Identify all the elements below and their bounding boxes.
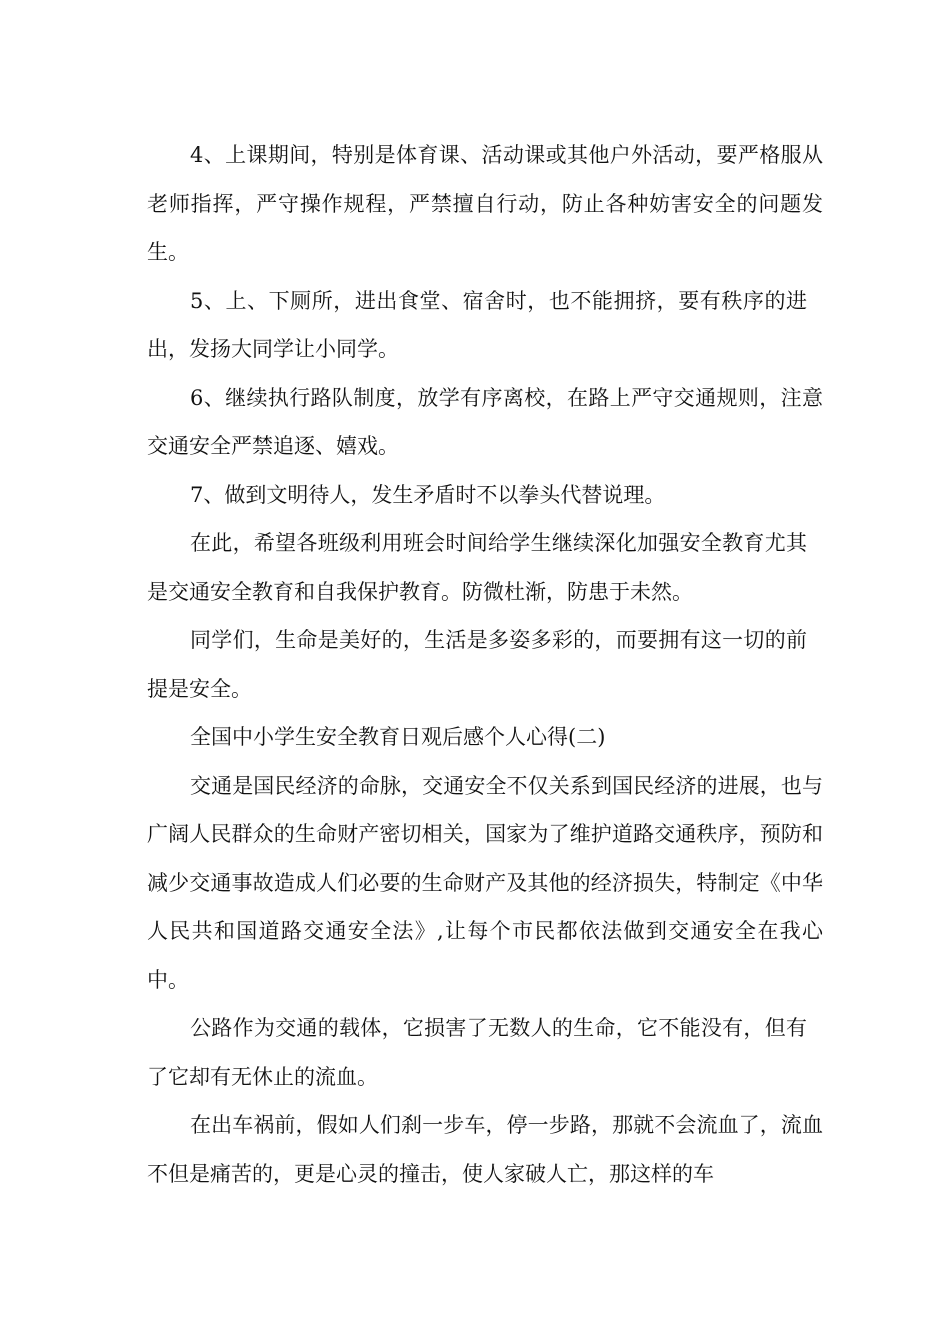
paragraph-life: 同学们，生命是美好的，生活是多姿多彩的，而要拥有这一切的前提是安全。 (147, 628, 807, 701)
paragraph-item-6: 6、继续执行路队制度，放学有序离校，在路上严守交通规则，注意交通安全严禁追逐、嬉戏。 (147, 385, 823, 458)
section-heading: 全国中小学生安全教育日观后感个人心得(二) (190, 725, 606, 749)
paragraph-item-5: 5、上、下厕所，进出食堂、宿舍时，也不能拥挤，要有秩序的进出，发扬大同学让小同学。 (147, 288, 807, 361)
paragraph-traffic-law: 交通是国民经济的命脉，交通安全不仅关系到国民经济的进展，也与广阔人民群众的生命财产密切相关，国家为了维护道路交通秩序，预防和减少交通事故造成人们必要的生命财产及其他的经济损失，特制定《中华人民共和国道路交通安全法》,让每个市民都依法做到交通安全在我心中。 (147, 773, 823, 992)
document-body (147, 131, 823, 1198)
paragraph-item-4: 4、上课期间，特别是体育课、活动课或其他户外活动，要严格服从老师指挥，严守操作规程，严禁擅自行动，防止各种妨害安全的问题发生。 (147, 143, 823, 264)
paragraph-accident: 在出车祸前，假如人们刹一步车，停一步路，那就不会流血了，流血不但是痛苦的，更是心灵的撞击，使人家破人亡，那这样的车 (147, 1113, 823, 1186)
paragraph-item-7: 7、做到文明待人，发生矛盾时不以拳头代替说理。 (190, 482, 666, 507)
paragraph-highway: 公路作为交通的载体，它损害了无数人的生命，它不能没有，但有了它却有无休止的流血。 (147, 1016, 807, 1089)
paragraph-hope: 在此，希望各班级利用班会时间给学生继续深化加强安全教育尤其是交通安全教育和自我保护教育。防微杜渐，防患于未然。 (147, 531, 807, 604)
